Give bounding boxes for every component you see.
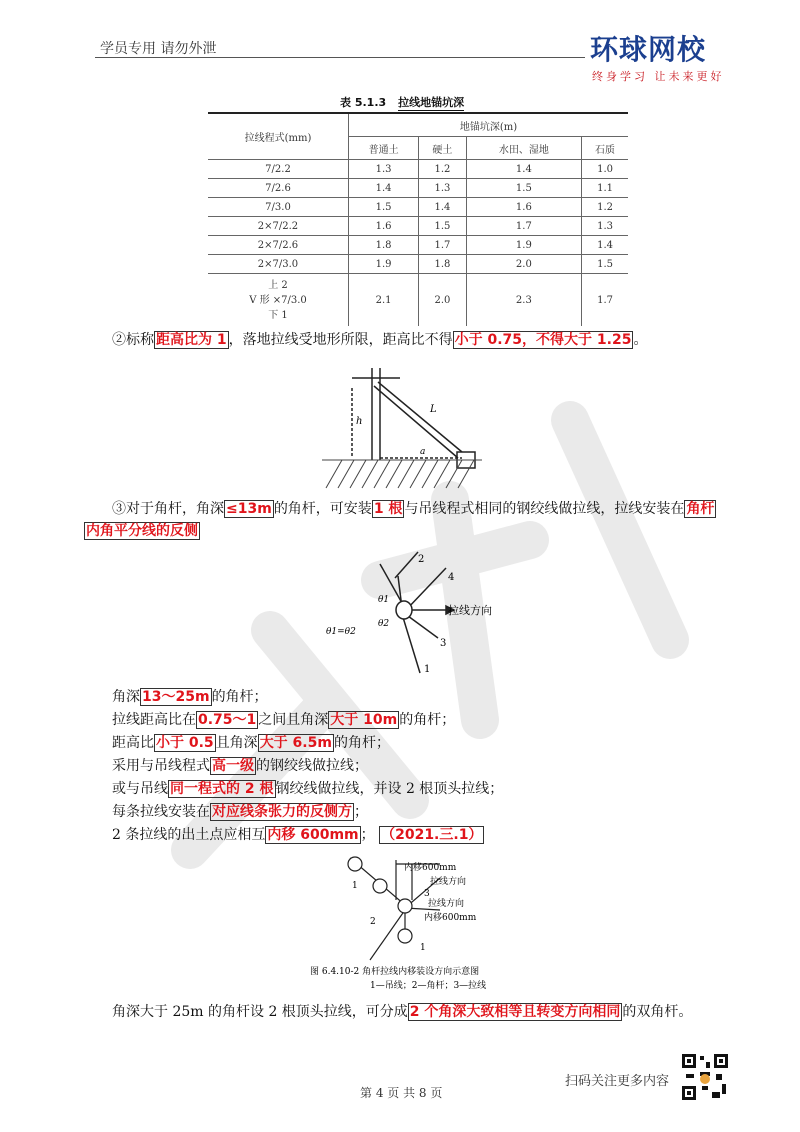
label-theta1: θ1 <box>378 595 390 605</box>
table-header-row <box>208 113 628 137</box>
text: 与吊线程式相同的钢绞线做拉线，拉线安装在 <box>404 501 685 517</box>
highlight: 13～25m <box>142 689 210 705</box>
text: 每条拉线安装在 <box>112 804 210 820</box>
rule-line <box>112 755 503 778</box>
label-3: 3 <box>440 638 447 649</box>
cell-value: 1.5 <box>349 198 419 217</box>
header-cable-type: 拉线程式(mm) <box>208 113 349 160</box>
qr-code <box>680 1052 730 1102</box>
para-double-corner <box>112 1001 692 1023</box>
rule-line <box>112 686 503 709</box>
guy-wire-figure <box>312 360 492 490</box>
para-distance-ratio <box>112 329 647 351</box>
text: 的角杆，可安装 <box>273 501 372 517</box>
cell-value: 2.0 <box>466 255 581 274</box>
text: ③对于角杆，角深 <box>112 501 224 517</box>
highlight: 小于 0.5 <box>156 735 214 751</box>
text: 之间且角深 <box>258 712 329 728</box>
label-n3: 3 <box>424 889 430 899</box>
cell-value: 1.4 <box>582 236 628 255</box>
table-row <box>208 255 628 274</box>
cell-value: 1.4 <box>349 179 419 198</box>
highlight: 角杆 <box>686 501 715 517</box>
cell-value: 1.7 <box>466 217 581 236</box>
text: 的角杆； <box>399 712 456 728</box>
cell-value: 1.3 <box>349 160 419 179</box>
label-h: h <box>356 416 363 427</box>
header-anchor-depth: 地锚坑深(m) <box>349 113 629 137</box>
label-n2: 2 <box>370 917 376 927</box>
header-left-text: 学员专用 请勿外泄 <box>100 41 217 57</box>
cell-value: 1.7 <box>582 274 628 327</box>
logo-main-text: 环球网校 <box>590 33 707 66</box>
label-4: 4 <box>448 572 455 583</box>
highlight: 高一级 <box>212 758 254 774</box>
text: 拉线距高比在 <box>112 712 196 728</box>
label-2: 2 <box>418 554 425 565</box>
cell-value: 1.3 <box>419 179 467 198</box>
para-corner-pole <box>86 498 742 542</box>
table-caption-title: 拉线地锚坑深 <box>398 96 465 109</box>
cell-value: 1.9 <box>349 255 419 274</box>
table-caption <box>340 94 464 110</box>
inward-offset-figure <box>300 850 560 992</box>
highlight: 内角平分线的反侧 <box>86 523 198 539</box>
text: 角深大于 25m 的角杆设 2 根顶头拉线，可分成 <box>112 1004 408 1020</box>
cell-value: 1.7 <box>419 236 467 255</box>
text: ； <box>354 804 368 820</box>
text: 。 <box>633 332 648 348</box>
cell-type-mid: V 形 ×7/3.0 <box>249 294 307 306</box>
label-n4: 1 <box>420 943 426 953</box>
rule-line <box>112 824 503 847</box>
table-caption-number: 表 5.1.3 <box>340 96 387 109</box>
text: 钢绞线做拉线，并设 2 根顶头拉线； <box>275 781 504 797</box>
text: 距高比 <box>112 735 154 751</box>
highlight: 2 个角深大致相等且转变方向相同 <box>409 1004 621 1020</box>
highlight: 内移 600mm <box>267 827 359 843</box>
cell-value: 1.8 <box>349 236 419 255</box>
text: 采用与吊线程式 <box>112 758 210 774</box>
label-direction: 拉线方向 <box>448 604 492 617</box>
corner-rules-list <box>112 686 503 847</box>
text: 或与吊线 <box>112 781 168 797</box>
label-top-offset: 内移600mm <box>404 863 457 873</box>
header-soil-normal: 普通土 <box>349 137 419 160</box>
cell-value: 1.6 <box>466 198 581 217</box>
text: 的角杆； <box>211 689 268 705</box>
cell-value: 1.9 <box>466 236 581 255</box>
highlight: 距高比为 1 <box>156 332 227 348</box>
qr-caption: 扫码关注更多内容 <box>565 1074 670 1089</box>
cell-value: 1.4 <box>419 198 467 217</box>
text: ； <box>360 827 375 843</box>
highlight: 大于 6.5m <box>259 735 332 751</box>
text: ②标称 <box>112 332 154 348</box>
corner-angle-figure <box>320 548 540 683</box>
cell-value: 1.2 <box>419 160 467 179</box>
table-row <box>208 179 628 198</box>
header-divider <box>95 57 585 58</box>
brand-logo <box>590 28 740 88</box>
text: ，落地拉线受地形所限，距高比不得 <box>228 332 453 348</box>
cell-value: 1.5 <box>582 255 628 274</box>
cell-type: 7/2.6 <box>208 179 349 198</box>
highlight: （2021.三.1） <box>381 827 483 843</box>
page-number: 第 4 页 共 8 页 <box>360 1086 443 1100</box>
text: 的角杆； <box>333 735 390 751</box>
text: 的双角杆。 <box>622 1004 693 1020</box>
header-soil-hard: 硬土 <box>419 137 467 160</box>
cell-value: 1.2 <box>582 198 628 217</box>
table-row <box>208 236 628 255</box>
table-row <box>208 160 628 179</box>
highlight: 小于 0.75，不得大于 1.25 <box>454 332 632 348</box>
rule-line <box>112 732 503 755</box>
text: 2 条拉线的出土点应相互 <box>112 827 266 843</box>
cell-value: 2.1 <box>349 274 419 327</box>
text: 角深 <box>112 689 140 705</box>
label-dir-1: 拉线方向 <box>430 877 467 887</box>
figure-caption: 图 6.4.10-2 角杆拉线内移装设方向示意图 <box>310 967 480 977</box>
cell-type: 7/2.2 <box>208 160 349 179</box>
figure-legend: 1—吊线；2—角杆；3—拉线 <box>370 981 487 991</box>
rule-line <box>112 709 503 732</box>
cell-type: 2×7/3.0 <box>208 255 349 274</box>
label-1: 1 <box>424 664 431 675</box>
cell-value: 1.5 <box>419 217 467 236</box>
cell-type-top: 上 2 <box>268 279 288 291</box>
cell-type: 7/3.0 <box>208 198 349 217</box>
rule-line <box>112 801 503 824</box>
cell-value: 1.4 <box>466 160 581 179</box>
cell-type: 2×7/2.6 <box>208 236 349 255</box>
text: 且角深 <box>215 735 258 751</box>
cell-type: 2×7/2.2 <box>208 217 349 236</box>
label-dir-2: 拉线方向 <box>428 899 465 909</box>
label-theta-eq: θ1=θ2 <box>326 627 356 637</box>
cell-value: 1.6 <box>349 217 419 236</box>
text: 的钢绞线做拉线； <box>256 758 368 774</box>
header-soil-rock: 石质 <box>582 137 628 160</box>
cell-value: 1.1 <box>582 179 628 198</box>
highlight: 对应线条张力的反侧方 <box>212 804 352 820</box>
table-row <box>208 274 628 327</box>
label-a: a <box>420 447 426 457</box>
cell-type-bot: 下 1 <box>268 309 288 321</box>
highlight: 大于 10m <box>330 712 398 728</box>
cell-value: 1.0 <box>582 160 628 179</box>
table-row <box>208 198 628 217</box>
anchor-depth-table <box>208 112 628 326</box>
cell-type-v <box>208 274 349 327</box>
cell-value: 1.5 <box>466 179 581 198</box>
label-L: L <box>430 404 437 415</box>
cell-value: 1.3 <box>582 217 628 236</box>
label-theta2: θ2 <box>378 619 390 629</box>
cell-value: 1.8 <box>419 255 467 274</box>
highlight: ≤13m <box>226 501 272 517</box>
highlight: 0.75～1 <box>198 712 257 728</box>
cell-value: 2.0 <box>419 274 467 327</box>
label-n1: 1 <box>352 881 358 891</box>
header-soil-wet: 水田、湿地 <box>466 137 581 160</box>
highlight: 1 根 <box>373 501 403 517</box>
table-row <box>208 217 628 236</box>
rule-line <box>112 778 503 801</box>
logo-sub-text: 终身学习 让未来更好 <box>592 70 725 83</box>
cell-value: 2.3 <box>466 274 581 327</box>
label-bottom-offset: 内移600mm <box>424 913 477 923</box>
highlight: 同一程式的 2 根 <box>170 781 274 797</box>
